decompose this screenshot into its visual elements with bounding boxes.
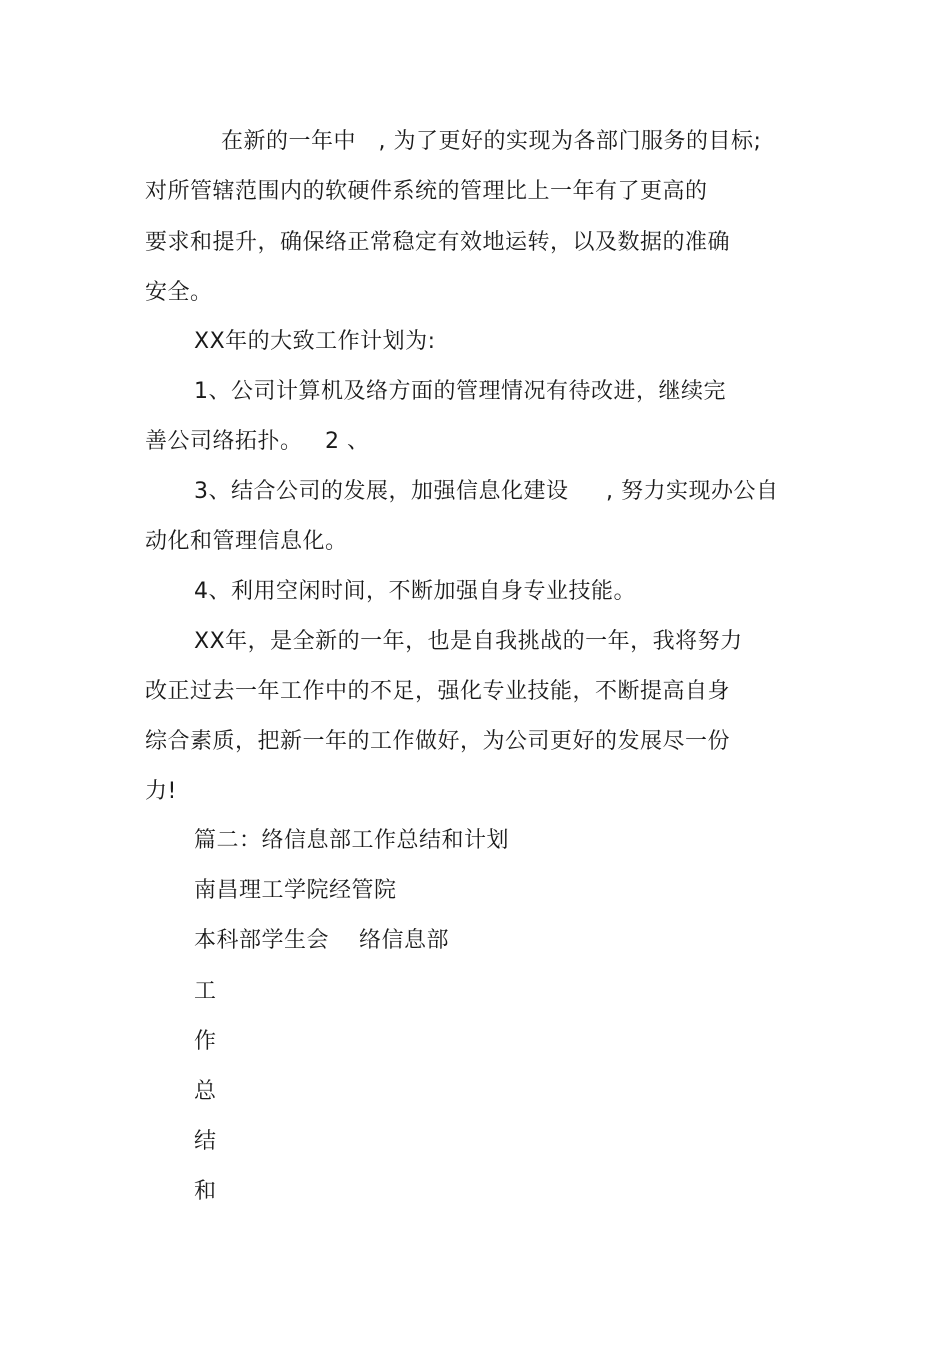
title-character: 和 [194,1179,217,1204]
title-character: 作 [194,1029,217,1054]
paragraph-line: 善公司络拓扑。 2 、 [145,429,370,454]
paragraph-line: 4、利用空闲时间，不断加强自身专业技能。 [194,579,636,604]
paragraph-line: 综合素质，把新一年的工作做好，为公司更好的发展尽一份 [145,729,731,754]
section-heading: 篇二：络信息部工作总结和计划 [194,828,510,853]
paragraph-line: 在新的一年中 , 为了更好的实现为各部门服务的目标; [221,129,762,154]
paragraph-line: XX年的大致工作计划为: [194,329,436,354]
paragraph-line: 3、结合公司的发展，加强信息化建设 , 努力实现办公自 [194,479,779,504]
paragraph-line: 力! [145,779,177,804]
paragraph-line: XX年，是全新的一年，也是自我挑战的一年，我将努力 [194,629,743,654]
paragraph-line: 安全。 [145,280,213,305]
institution-line: 南昌理工学院经管院 [194,878,397,903]
title-character: 结 [194,1129,217,1154]
department-line: 本科部学生会 络信息部 [194,928,449,953]
title-character: 总 [194,1079,217,1104]
paragraph-line: 改正过去一年工作中的不足，强化专业技能，不断提高自身 [145,679,731,704]
paragraph-line: 要求和提升，确保络正常稳定有效地运转，以及数据的准确 [145,230,731,255]
paragraph-line: 动化和管理信息化。 [145,529,348,554]
title-character: 工 [194,979,217,1004]
paragraph-line: 1、公司计算机及络方面的管理情况有待改进，继续完 [194,379,726,404]
paragraph-line: 对所管辖范围内的软硬件系统的管理比上一年有了更高的 [145,179,708,204]
